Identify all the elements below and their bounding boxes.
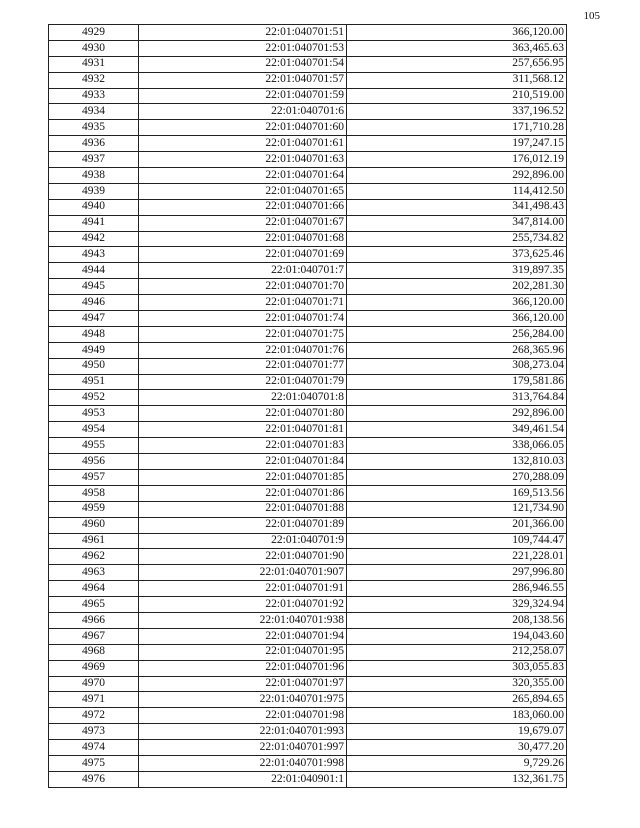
value-cell: 308,273.04: [347, 358, 567, 374]
value-cell: 286,946.55: [347, 581, 567, 597]
value-cell: 265,894.65: [347, 692, 567, 708]
value-cell: 176,012.19: [347, 152, 567, 168]
table-row: [49, 422, 567, 438]
value-cell: 19,679.07: [347, 724, 567, 740]
cadastral-number-cell: 22:01:040701:7: [139, 263, 347, 279]
table-row: [49, 581, 567, 597]
row-number-cell: 4960: [49, 517, 139, 533]
value-cell: 212,258.07: [347, 644, 567, 660]
row-number-cell: 4956: [49, 454, 139, 470]
value-cell: 311,568.12: [347, 72, 567, 88]
value-cell: 114,412.50: [347, 183, 567, 199]
row-number-cell: 4942: [49, 231, 139, 247]
value-cell: 347,814.00: [347, 215, 567, 231]
cadastral-number-cell: 22:01:040701:8: [139, 390, 347, 406]
value-cell: 257,656.95: [347, 56, 567, 72]
table-row: [49, 692, 567, 708]
value-cell: 255,734.82: [347, 231, 567, 247]
table-row: [49, 215, 567, 231]
row-number-cell: 4957: [49, 469, 139, 485]
row-number-cell: 4974: [49, 740, 139, 756]
table-row: [49, 485, 567, 501]
row-number-cell: 4975: [49, 755, 139, 771]
cadastral-number-cell: 22:01:040701:64: [139, 168, 347, 184]
value-cell: 121,734.90: [347, 501, 567, 517]
table-row: [49, 311, 567, 327]
table-row: [49, 40, 567, 56]
cadastral-number-cell: 22:01:040701:71: [139, 295, 347, 311]
row-number-cell: 4973: [49, 724, 139, 740]
table-row: [49, 56, 567, 72]
cadastral-number-cell: 22:01:040701:84: [139, 454, 347, 470]
table-row: [49, 549, 567, 565]
table-row: [49, 326, 567, 342]
cadastral-number-cell: 22:01:040701:77: [139, 358, 347, 374]
row-number-cell: 4947: [49, 311, 139, 327]
value-cell: 366,120.00: [347, 295, 567, 311]
value-cell: 366,120.00: [347, 25, 567, 41]
row-number-cell: 4971: [49, 692, 139, 708]
table-row: [49, 565, 567, 581]
table-row: [49, 517, 567, 533]
cadastral-number-cell: 22:01:040701:92: [139, 597, 347, 613]
table-row: [49, 263, 567, 279]
table-row: [49, 501, 567, 517]
table-row: [49, 740, 567, 756]
cadastral-number-cell: 22:01:040701:74: [139, 311, 347, 327]
row-number-cell: 4963: [49, 565, 139, 581]
value-cell: 171,710.28: [347, 120, 567, 136]
row-number-cell: 4962: [49, 549, 139, 565]
cadastral-number-cell: 22:01:040701:66: [139, 199, 347, 215]
table-row: [49, 708, 567, 724]
table-row: [49, 724, 567, 740]
table-row: [49, 469, 567, 485]
value-cell: 292,896.00: [347, 168, 567, 184]
value-cell: 349,461.54: [347, 422, 567, 438]
row-number-cell: 4954: [49, 422, 139, 438]
table-row: [49, 660, 567, 676]
cadastral-number-cell: 22:01:040701:70: [139, 279, 347, 295]
table-row: [49, 771, 567, 787]
row-number-cell: 4937: [49, 152, 139, 168]
cadastral-number-cell: 22:01:040701:76: [139, 342, 347, 358]
row-number-cell: 4945: [49, 279, 139, 295]
cadastral-number-cell: 22:01:040701:91: [139, 581, 347, 597]
value-cell: 194,043.60: [347, 628, 567, 644]
cadastral-number-cell: 22:01:040701:68: [139, 231, 347, 247]
row-number-cell: 4959: [49, 501, 139, 517]
value-cell: 329,324.94: [347, 597, 567, 613]
row-number-cell: 4961: [49, 533, 139, 549]
cadastral-number-cell: 22:01:040701:79: [139, 374, 347, 390]
value-cell: 313,764.84: [347, 390, 567, 406]
table-row: [49, 374, 567, 390]
value-cell: 337,196.52: [347, 104, 567, 120]
row-number-cell: 4943: [49, 247, 139, 263]
registry-table: [48, 24, 567, 788]
row-number-cell: 4931: [49, 56, 139, 72]
cadastral-number-cell: 22:01:040701:9: [139, 533, 347, 549]
cadastral-number-cell: 22:01:040701:85: [139, 469, 347, 485]
value-cell: 179,581.86: [347, 374, 567, 390]
table-row: [49, 597, 567, 613]
cadastral-number-cell: 22:01:040701:67: [139, 215, 347, 231]
cadastral-number-cell: 22:01:040701:80: [139, 406, 347, 422]
value-cell: 373,625.46: [347, 247, 567, 263]
value-cell: 338,066.05: [347, 438, 567, 454]
value-cell: 201,366.00: [347, 517, 567, 533]
table-row: [49, 72, 567, 88]
value-cell: 292,896.00: [347, 406, 567, 422]
value-cell: 268,365.96: [347, 342, 567, 358]
cadastral-number-cell: 22:01:040701:59: [139, 88, 347, 104]
row-number-cell: 4944: [49, 263, 139, 279]
value-cell: 221,228.01: [347, 549, 567, 565]
table-row: [49, 136, 567, 152]
row-number-cell: 4940: [49, 199, 139, 215]
value-cell: 202,281.30: [347, 279, 567, 295]
value-cell: 256,284.00: [347, 326, 567, 342]
row-number-cell: 4958: [49, 485, 139, 501]
table-row: [49, 342, 567, 358]
row-number-cell: 4939: [49, 183, 139, 199]
table-row: [49, 152, 567, 168]
row-number-cell: 4976: [49, 771, 139, 787]
row-number-cell: 4950: [49, 358, 139, 374]
cadastral-number-cell: 22:01:040701:69: [139, 247, 347, 263]
row-number-cell: 4941: [49, 215, 139, 231]
cadastral-number-cell: 22:01:040701:907: [139, 565, 347, 581]
value-cell: 183,060.00: [347, 708, 567, 724]
table-row: [49, 199, 567, 215]
table-row: [49, 755, 567, 771]
table-row: [49, 454, 567, 470]
value-cell: 208,138.56: [347, 612, 567, 628]
row-number-cell: 4936: [49, 136, 139, 152]
cadastral-number-cell: 22:01:040701:993: [139, 724, 347, 740]
row-number-cell: 4933: [49, 88, 139, 104]
table-row: [49, 247, 567, 263]
cadastral-number-cell: 22:01:040701:975: [139, 692, 347, 708]
table-row: [49, 279, 567, 295]
cadastral-number-cell: 22:01:040701:938: [139, 612, 347, 628]
cadastral-number-cell: 22:01:040701:65: [139, 183, 347, 199]
value-cell: 319,897.35: [347, 263, 567, 279]
row-number-cell: 4969: [49, 660, 139, 676]
cadastral-number-cell: 22:01:040701:81: [139, 422, 347, 438]
cadastral-number-cell: 22:01:040701:60: [139, 120, 347, 136]
cadastral-number-cell: 22:01:040701:54: [139, 56, 347, 72]
value-cell: 270,288.09: [347, 469, 567, 485]
cadastral-number-cell: 22:01:040701:90: [139, 549, 347, 565]
table-row: [49, 25, 567, 41]
table-row: [49, 644, 567, 660]
table-row: [49, 676, 567, 692]
row-number-cell: 4965: [49, 597, 139, 613]
value-cell: 297,996.80: [347, 565, 567, 581]
row-number-cell: 4972: [49, 708, 139, 724]
cadastral-number-cell: 22:01:040701:998: [139, 755, 347, 771]
value-cell: 366,120.00: [347, 311, 567, 327]
cadastral-number-cell: 22:01:040701:63: [139, 152, 347, 168]
row-number-cell: 4949: [49, 342, 139, 358]
row-number-cell: 4967: [49, 628, 139, 644]
row-number-cell: 4953: [49, 406, 139, 422]
cadastral-number-cell: 22:01:040701:75: [139, 326, 347, 342]
cadastral-number-cell: 22:01:040901:1: [139, 771, 347, 787]
cadastral-number-cell: 22:01:040701:53: [139, 40, 347, 56]
row-number-cell: 4948: [49, 326, 139, 342]
cadastral-number-cell: 22:01:040701:96: [139, 660, 347, 676]
value-cell: 320,355.00: [347, 676, 567, 692]
table-row: [49, 120, 567, 136]
row-number-cell: 4935: [49, 120, 139, 136]
value-cell: 9,729.26: [347, 755, 567, 771]
cadastral-number-cell: 22:01:040701:88: [139, 501, 347, 517]
table-row: [49, 358, 567, 374]
table-row: [49, 533, 567, 549]
cadastral-number-cell: 22:01:040701:94: [139, 628, 347, 644]
row-number-cell: 4952: [49, 390, 139, 406]
value-cell: 303,055.83: [347, 660, 567, 676]
cadastral-number-cell: 22:01:040701:97: [139, 676, 347, 692]
table-row: [49, 183, 567, 199]
row-number-cell: 4966: [49, 612, 139, 628]
row-number-cell: 4964: [49, 581, 139, 597]
value-cell: 197,247.15: [347, 136, 567, 152]
table-row: [49, 104, 567, 120]
table-row: [49, 168, 567, 184]
table-row: [49, 295, 567, 311]
value-cell: 341,498.43: [347, 199, 567, 215]
value-cell: 132,361.75: [347, 771, 567, 787]
row-number-cell: 4938: [49, 168, 139, 184]
table-row: [49, 231, 567, 247]
cadastral-number-cell: 22:01:040701:57: [139, 72, 347, 88]
table-row: [49, 438, 567, 454]
registry-table-body: [49, 25, 567, 788]
page-number: 105: [583, 10, 600, 22]
cadastral-number-cell: 22:01:040701:89: [139, 517, 347, 533]
table-row: [49, 406, 567, 422]
value-cell: 363,465.63: [347, 40, 567, 56]
cadastral-number-cell: 22:01:040701:61: [139, 136, 347, 152]
cadastral-number-cell: 22:01:040701:83: [139, 438, 347, 454]
value-cell: 30,477.20: [347, 740, 567, 756]
row-number-cell: 4951: [49, 374, 139, 390]
row-number-cell: 4968: [49, 644, 139, 660]
table-row: [49, 390, 567, 406]
value-cell: 132,810.03: [347, 454, 567, 470]
row-number-cell: 4970: [49, 676, 139, 692]
cadastral-number-cell: 22:01:040701:6: [139, 104, 347, 120]
value-cell: 210,519.00: [347, 88, 567, 104]
cadastral-number-cell: 22:01:040701:95: [139, 644, 347, 660]
value-cell: 109,744.47: [347, 533, 567, 549]
value-cell: 169,513.56: [347, 485, 567, 501]
table-row: [49, 88, 567, 104]
row-number-cell: 4955: [49, 438, 139, 454]
cadastral-number-cell: 22:01:040701:98: [139, 708, 347, 724]
cadastral-number-cell: 22:01:040701:51: [139, 25, 347, 41]
row-number-cell: 4932: [49, 72, 139, 88]
table-row: [49, 628, 567, 644]
cadastral-number-cell: 22:01:040701:997: [139, 740, 347, 756]
row-number-cell: 4930: [49, 40, 139, 56]
table-row: [49, 612, 567, 628]
row-number-cell: 4946: [49, 295, 139, 311]
row-number-cell: 4934: [49, 104, 139, 120]
row-number-cell: 4929: [49, 25, 139, 41]
cadastral-number-cell: 22:01:040701:86: [139, 485, 347, 501]
